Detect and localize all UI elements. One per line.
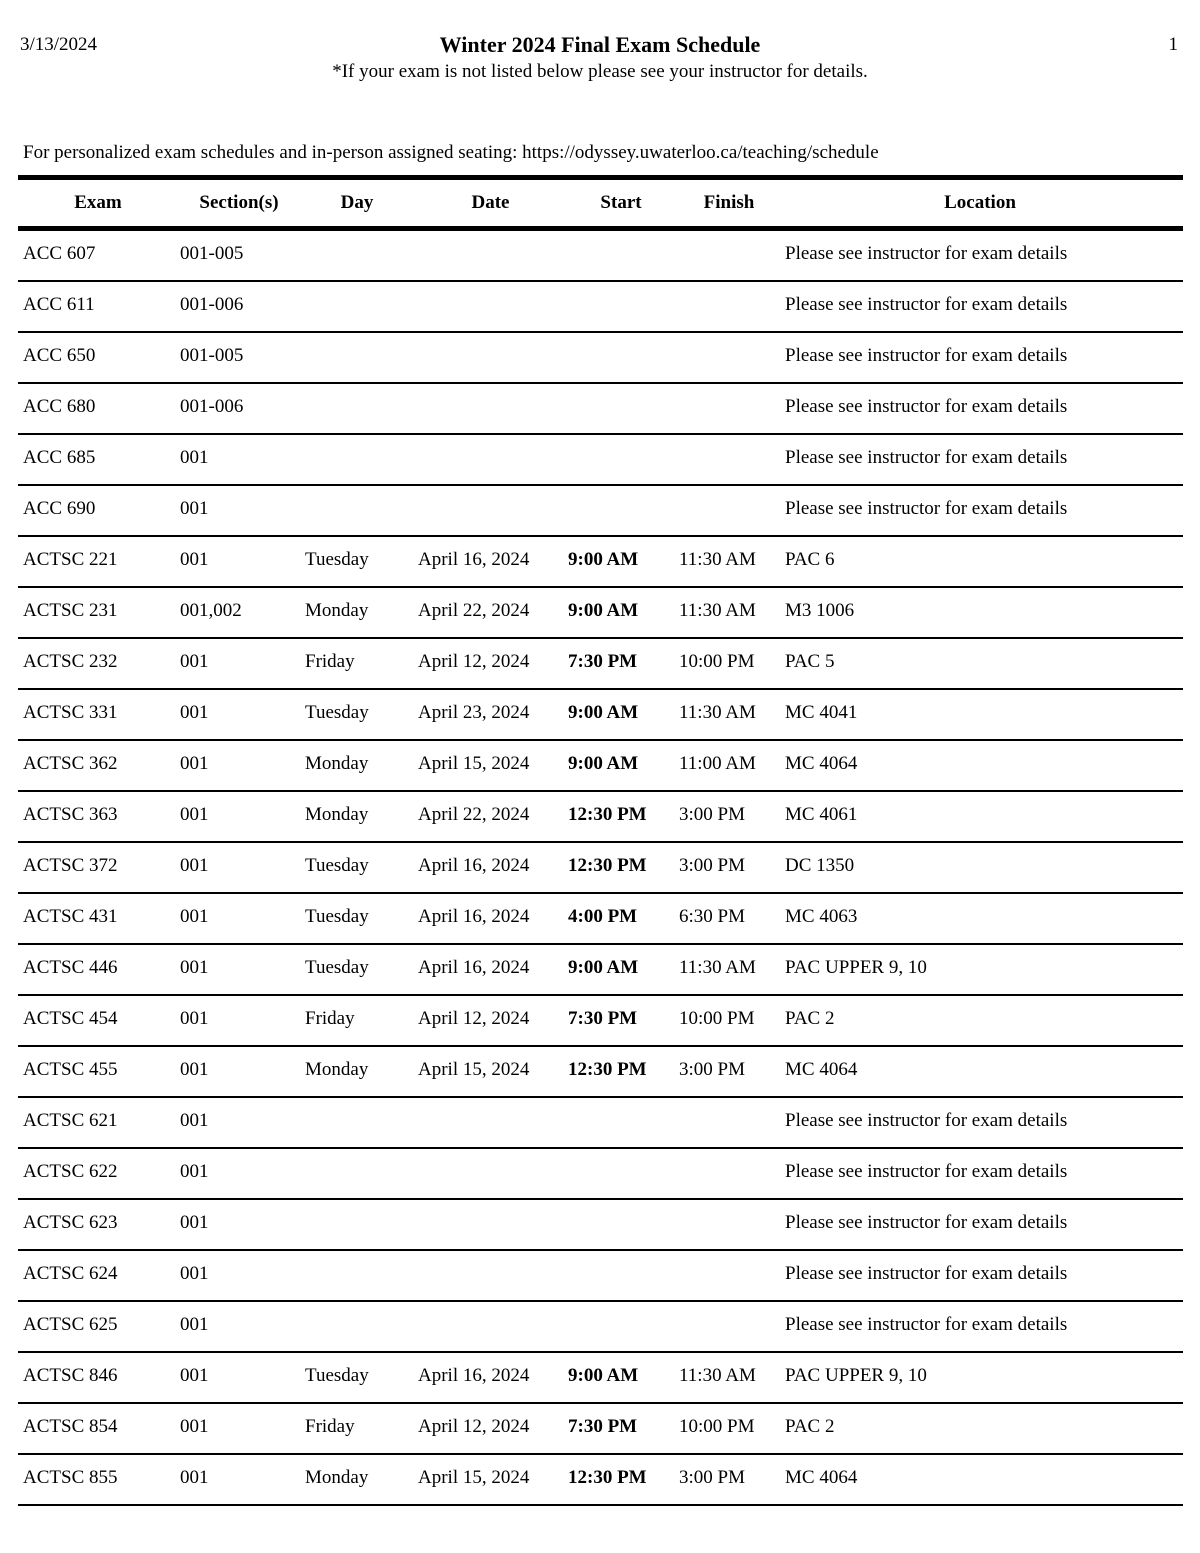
table-row	[18, 435, 1183, 486]
exam-sections: 001-005	[180, 243, 244, 264]
exam-finish-time: 10:00 PM	[679, 651, 755, 672]
page-number: 1	[1168, 34, 1178, 55]
table-row	[18, 333, 1183, 384]
column-header-finish: Finish	[703, 192, 755, 213]
exam-code: ACC 690	[23, 498, 96, 519]
exam-start-time: 7:30 PM	[568, 1416, 638, 1437]
table-row	[18, 384, 1183, 435]
exam-location: Please see instructor for exam details	[785, 1212, 1068, 1233]
exam-code: ACTSC 232	[23, 651, 118, 672]
exam-code: ACTSC 372	[23, 855, 118, 876]
exam-sections: 001	[180, 702, 209, 723]
exam-start-time: 12:30 PM	[568, 855, 647, 876]
exam-code: ACTSC 625	[23, 1314, 118, 1335]
exam-day: Monday	[305, 1059, 369, 1080]
table-row	[18, 945, 1183, 996]
exam-day: Monday	[305, 753, 369, 774]
exam-date: April 16, 2024	[418, 957, 530, 978]
exam-code: ACTSC 455	[23, 1059, 118, 1080]
exam-date: April 16, 2024	[418, 1365, 530, 1386]
exam-code: ACC 650	[23, 345, 96, 366]
column-header-exam: Exam	[74, 192, 122, 213]
exam-start-time: 9:00 AM	[568, 957, 639, 978]
exam-finish-time: 11:30 AM	[679, 600, 756, 621]
exam-location: MC 4063	[785, 906, 858, 927]
exam-finish-time: 3:00 PM	[679, 855, 745, 876]
exam-code: ACTSC 362	[23, 753, 118, 774]
exam-finish-time: 10:00 PM	[679, 1416, 755, 1437]
table-row	[18, 690, 1183, 741]
exam-start-time: 7:30 PM	[568, 1008, 638, 1029]
table-row	[18, 741, 1183, 792]
exam-date: April 16, 2024	[418, 549, 530, 570]
exam-day: Tuesday	[305, 702, 369, 723]
exam-date: April 15, 2024	[418, 1467, 530, 1488]
exam-code: ACTSC 623	[23, 1212, 118, 1233]
exam-location: PAC 2	[785, 1416, 835, 1437]
table-row	[18, 1047, 1183, 1098]
exam-sections: 001-006	[180, 396, 244, 417]
table-header	[18, 180, 1183, 226]
exam-start-time: 12:30 PM	[568, 1059, 647, 1080]
exam-date: April 16, 2024	[418, 906, 530, 927]
column-header-location: Location	[944, 192, 1016, 213]
exam-start-time: 9:00 AM	[568, 753, 639, 774]
exam-code: ACTSC 431	[23, 906, 118, 927]
exam-sections: 001	[180, 1263, 209, 1284]
personalized-schedule-note: For personalized exam schedules and in-person assigned seating: https://odyssey.uwaterloo.ca/teaching/schedule	[23, 142, 879, 163]
exam-sections: 001	[180, 498, 209, 519]
exam-date: April 12, 2024	[418, 651, 530, 672]
exam-location: PAC 6	[785, 549, 835, 570]
exam-location: Please see instructor for exam details	[785, 396, 1068, 417]
table-row	[18, 486, 1183, 537]
exam-start-time: 7:30 PM	[568, 651, 638, 672]
table-row	[18, 792, 1183, 843]
exam-finish-time: 11:30 AM	[679, 1365, 756, 1386]
exam-sections: 001	[180, 1314, 209, 1335]
exam-location: Please see instructor for exam details	[785, 447, 1068, 468]
table-row	[18, 537, 1183, 588]
exam-sections: 001	[180, 1365, 209, 1386]
exam-code: ACTSC 854	[23, 1416, 118, 1437]
exam-start-time: 9:00 AM	[568, 600, 639, 621]
exam-sections: 001	[180, 1212, 209, 1233]
exam-sections: 001	[180, 1008, 209, 1029]
table-row	[18, 588, 1183, 639]
table-row	[18, 282, 1183, 333]
exam-location: Please see instructor for exam details	[785, 345, 1068, 366]
exam-sections: 001	[180, 804, 209, 825]
exam-day: Tuesday	[305, 855, 369, 876]
exam-sections: 001	[180, 906, 209, 927]
exam-location: MC 4064	[785, 1059, 858, 1080]
exam-code: ACTSC 855	[23, 1467, 118, 1488]
exam-date: April 16, 2024	[418, 855, 530, 876]
exam-start-time: 12:30 PM	[568, 1467, 647, 1488]
exam-day: Friday	[305, 651, 355, 672]
exam-day: Friday	[305, 1008, 355, 1029]
exam-location: MC 4064	[785, 1467, 858, 1488]
column-header-day: Day	[340, 192, 374, 213]
exam-finish-time: 3:00 PM	[679, 804, 745, 825]
table-row	[18, 1200, 1183, 1251]
exam-sections: 001-006	[180, 294, 244, 315]
exam-location: Please see instructor for exam details	[785, 243, 1068, 264]
exam-location: DC 1350	[785, 855, 855, 876]
exam-sections: 001,002	[180, 600, 242, 621]
exam-location: Please see instructor for exam details	[785, 1263, 1068, 1284]
exam-sections: 001	[180, 855, 209, 876]
exam-sections: 001	[180, 651, 209, 672]
exam-start-time: 12:30 PM	[568, 804, 647, 825]
table-row	[18, 1455, 1183, 1506]
exam-day: Tuesday	[305, 906, 369, 927]
exam-start-time: 4:00 PM	[568, 906, 638, 927]
exam-code: ACTSC 221	[23, 549, 118, 570]
table-row	[18, 996, 1183, 1047]
exam-date: April 12, 2024	[418, 1008, 530, 1029]
exam-sections: 001	[180, 549, 209, 570]
exam-code: ACTSC 624	[23, 1263, 118, 1284]
exam-finish-time: 6:30 PM	[679, 906, 745, 927]
exam-location: PAC 2	[785, 1008, 835, 1029]
exam-date: April 22, 2024	[418, 600, 530, 621]
exam-start-time: 9:00 AM	[568, 1365, 639, 1386]
exam-code: ACC 685	[23, 447, 96, 468]
page-title: Winter 2024 Final Exam Schedule	[439, 32, 761, 57]
column-header-start: Start	[600, 192, 642, 213]
exam-code: ACTSC 363	[23, 804, 118, 825]
exam-code: ACTSC 446	[23, 957, 118, 978]
exam-location: Please see instructor for exam details	[785, 1314, 1068, 1335]
exam-code: ACTSC 331	[23, 702, 118, 723]
exam-day: Tuesday	[305, 549, 369, 570]
table-row	[18, 639, 1183, 690]
exam-finish-time: 11:30 AM	[679, 957, 756, 978]
table-row	[18, 1404, 1183, 1455]
exam-finish-time: 3:00 PM	[679, 1059, 745, 1080]
exam-location: Please see instructor for exam details	[785, 294, 1068, 315]
exam-location: MC 4041	[785, 702, 858, 723]
exam-date: April 12, 2024	[418, 1416, 530, 1437]
exam-finish-time: 11:30 AM	[679, 549, 756, 570]
exam-sections: 001	[180, 753, 209, 774]
exam-sections: 001	[180, 447, 209, 468]
exam-location: Please see instructor for exam details	[785, 1161, 1068, 1182]
table-row	[18, 1353, 1183, 1404]
exam-location: MC 4061	[785, 804, 858, 825]
exam-finish-time: 11:00 AM	[679, 753, 756, 774]
table-row	[18, 1302, 1183, 1353]
exam-sections: 001	[180, 1467, 209, 1488]
exam-date: April 15, 2024	[418, 753, 530, 774]
exam-day: Friday	[305, 1416, 355, 1437]
exam-finish-time: 3:00 PM	[679, 1467, 745, 1488]
exam-code: ACTSC 454	[23, 1008, 118, 1029]
exam-start-time: 9:00 AM	[568, 702, 639, 723]
page-subtitle: *If your exam is not listed below please see your instructor for details.	[332, 61, 868, 82]
exam-code: ACTSC 621	[23, 1110, 118, 1131]
exam-location: M3 1006	[785, 600, 855, 621]
exam-code: ACTSC 231	[23, 600, 118, 621]
exam-day: Monday	[305, 804, 369, 825]
exam-code: ACTSC 622	[23, 1161, 118, 1182]
exam-code: ACTSC 846	[23, 1365, 118, 1386]
exam-finish-time: 11:30 AM	[679, 702, 756, 723]
exam-sections: 001-005	[180, 345, 244, 366]
exam-date: April 15, 2024	[418, 1059, 530, 1080]
exam-day: Tuesday	[305, 1365, 369, 1386]
exam-start-time: 9:00 AM	[568, 549, 639, 570]
exam-day: Monday	[305, 1467, 369, 1488]
exam-location: PAC 5	[785, 651, 835, 672]
exam-sections: 001	[180, 1161, 209, 1182]
exam-date: April 22, 2024	[418, 804, 530, 825]
exam-sections: 001	[180, 1416, 209, 1437]
exam-sections: 001	[180, 1110, 209, 1131]
print-date: 3/13/2024	[20, 34, 98, 55]
table-row	[18, 1098, 1183, 1149]
exam-finish-time: 10:00 PM	[679, 1008, 755, 1029]
exam-table-body	[18, 231, 1183, 1506]
table-row	[18, 1149, 1183, 1200]
exam-location: PAC UPPER 9, 10	[785, 957, 927, 978]
table-row	[18, 843, 1183, 894]
table-row	[18, 894, 1183, 945]
exam-day: Tuesday	[305, 957, 369, 978]
exam-date: April 23, 2024	[418, 702, 530, 723]
column-header-date: Date	[471, 192, 510, 213]
exam-code: ACC 680	[23, 396, 96, 417]
exam-location: Please see instructor for exam details	[785, 1110, 1068, 1131]
table-row	[18, 1251, 1183, 1302]
exam-code: ACC 611	[23, 294, 95, 315]
exam-code: ACC 607	[23, 243, 96, 264]
exam-day: Monday	[305, 600, 369, 621]
exam-location: MC 4064	[785, 753, 858, 774]
table-row	[18, 231, 1183, 282]
exam-location: Please see instructor for exam details	[785, 498, 1068, 519]
exam-location: PAC UPPER 9, 10	[785, 1365, 927, 1386]
exam-sections: 001	[180, 957, 209, 978]
exam-sections: 001	[180, 1059, 209, 1080]
column-header-sections: Section(s)	[199, 192, 279, 213]
